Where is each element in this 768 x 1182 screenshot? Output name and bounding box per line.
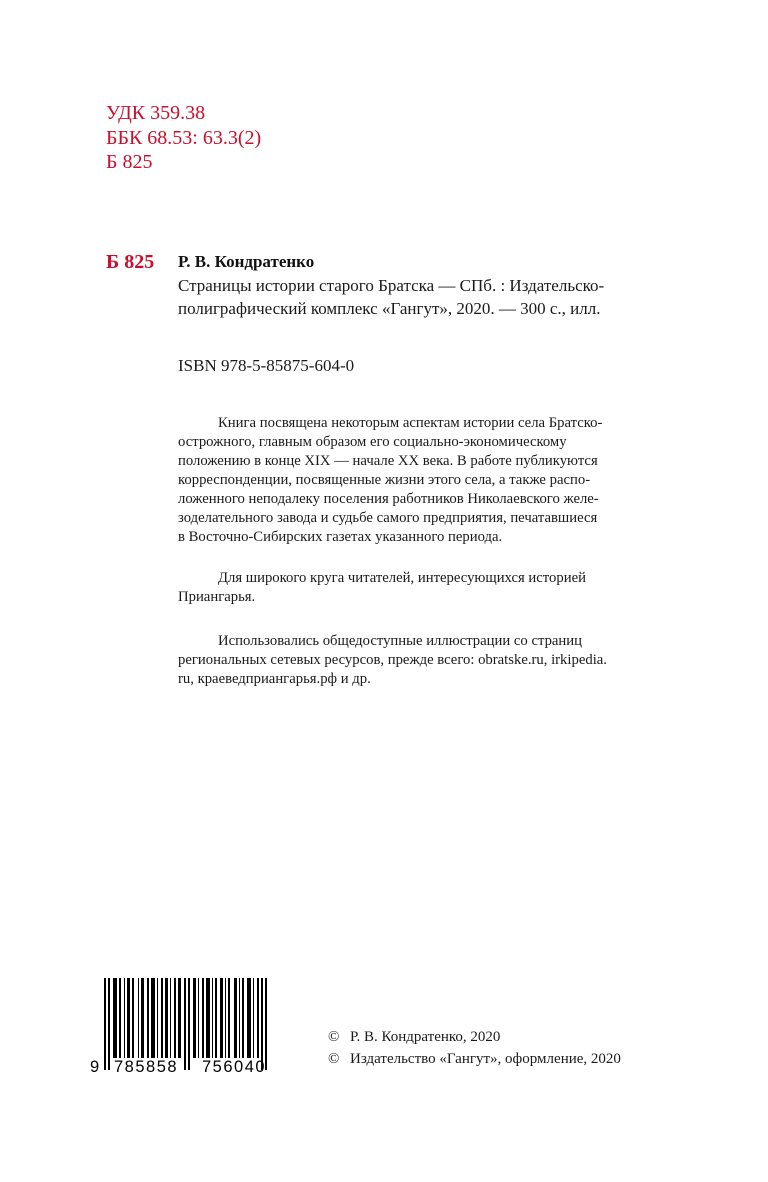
entry-author-code: Б 825 — [106, 251, 155, 273]
barcode-digits-right: 756040 — [202, 1058, 267, 1076]
barcode-bar — [242, 978, 244, 1058]
barcode-bar — [239, 978, 240, 1058]
copyright-symbol: © — [328, 1029, 340, 1045]
entry-title-line: Страницы истории старого Братска — СПб. : Издательско- — [178, 276, 605, 295]
author-code: Б 825 — [106, 151, 153, 173]
annotation-line: Книга посвящена некоторым аспектам истории села Братско- — [218, 415, 603, 431]
copyright-symbol: © — [328, 1051, 340, 1067]
isbn-barcode — [90, 978, 290, 1078]
barcode-bar — [253, 978, 254, 1058]
entry-title-line: полиграфический комплекс «Гангут», 2020. — 300 с., илл. — [178, 299, 601, 318]
entry-author: Р. В. Кондратенко — [178, 252, 315, 271]
audience-line: Приангарья. — [178, 589, 256, 605]
copyright-text: Издательство «Гангут», оформление, 2020 — [350, 1051, 621, 1067]
barcode-bar — [212, 978, 213, 1058]
barcode-bar — [170, 978, 171, 1058]
barcode-bar — [261, 978, 263, 1070]
barcode-bar — [113, 978, 117, 1058]
barcode-bar — [138, 978, 139, 1058]
barcode-digit-lead: 9 — [90, 1058, 100, 1076]
barcode-bar — [184, 978, 186, 1070]
barcode-bar — [265, 978, 267, 1070]
bbk-code: ББК 68.53: 63.3(2) — [106, 126, 262, 149]
barcode-bar — [202, 978, 204, 1058]
barcode-bar — [247, 978, 251, 1058]
barcode-bar — [225, 978, 226, 1058]
annotation-line: острожного, главным образом его социально-экономическому — [178, 434, 567, 450]
barcode-bar — [104, 978, 106, 1070]
barcode-bar — [161, 978, 163, 1058]
barcode-bar — [141, 978, 144, 1058]
barcode-bar — [228, 978, 230, 1058]
illustrations-line: Использовались общедоступные иллюстрации со страниц — [218, 633, 583, 649]
barcode-bar — [215, 978, 217, 1058]
barcode-bar — [108, 978, 110, 1070]
barcode-bar — [234, 978, 237, 1058]
barcode-bar — [257, 978, 259, 1058]
barcode-bar — [188, 978, 190, 1070]
barcode-bar — [157, 978, 158, 1058]
barcode-bar — [193, 978, 196, 1058]
barcode-bar — [151, 978, 155, 1058]
audience-line: Для широкого круга читателей, интересующихся историей — [218, 570, 586, 586]
annotation-line: положению в конце XIX — начале XX века. В работе публикуются — [178, 453, 598, 469]
barcode-bar — [174, 978, 176, 1058]
barcode-bar — [206, 978, 210, 1058]
udk-code: УДК 359.38 — [106, 102, 206, 124]
barcode-bar — [127, 978, 130, 1058]
annotation-line: корреспонденции, посвященные жизни этого села, а также распо- — [178, 472, 591, 488]
illustrations-line: региональных сетевых ресурсов, прежде всего: obratske.ru, irkipedia. — [178, 652, 607, 668]
barcode-bar — [119, 978, 121, 1058]
barcode-bar — [178, 978, 181, 1058]
annotation-line: ложенного неподалеку поселения работников Николаевского желе- — [178, 491, 599, 507]
classification-block — [106, 101, 261, 175]
barcode-digits-left: 785858 — [114, 1058, 179, 1076]
copyright-publisher — [328, 1051, 621, 1068]
copyright-text: Р. В. Кондратенко, 2020 — [350, 1029, 501, 1045]
barcode-bar — [124, 978, 125, 1058]
copyright-author — [328, 1029, 500, 1046]
entry-isbn: ISBN 978-5-85875-604-0 — [178, 356, 355, 375]
barcode-bar — [132, 978, 134, 1058]
barcode-bar — [147, 978, 149, 1058]
barcode-bar — [220, 978, 223, 1058]
barcode-bar — [165, 978, 168, 1058]
barcode-bar — [198, 978, 199, 1058]
annotation-line: зоделательного завода и судьбе самого предприятия, печатавшиеся — [178, 510, 598, 526]
barcode-bars — [104, 978, 290, 1058]
illustrations-line: ru, краеведприангарья.рф и др. — [178, 671, 371, 687]
annotation-line: в Восточно-Сибирских газетах указанного периода. — [178, 529, 503, 545]
